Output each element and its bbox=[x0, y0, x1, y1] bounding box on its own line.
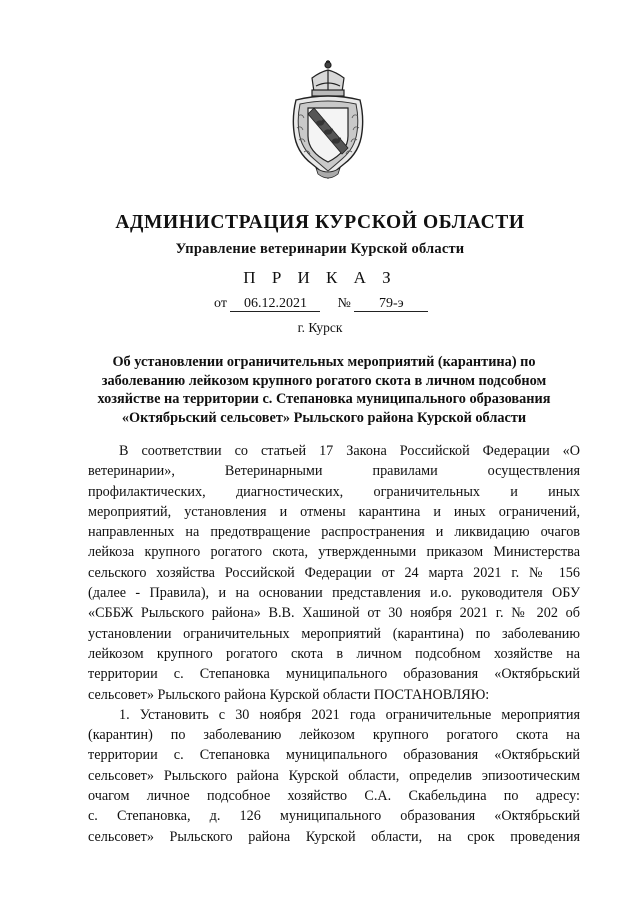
date-prefix: от bbox=[214, 296, 227, 311]
body-line: (карантин) по заболеванию лейкозом крупного рогатого скота на bbox=[88, 727, 580, 744]
body-line: мероприятий, установления и отмены карантина и иных ограничений, bbox=[88, 503, 580, 520]
body-line: территории с. Степановка муниципального образования «Октябрьский bbox=[88, 666, 580, 683]
dept-title: Управление ветеринарии Курской области bbox=[175, 241, 465, 257]
body-line: сельсовет» Рыльского района Курской области, определив эпизоотическим bbox=[88, 767, 580, 784]
body-line: лейкоза крупного рогатого скота, утвержденными приказом Министерства bbox=[88, 544, 580, 561]
paragraph-item-1 bbox=[88, 705, 580, 847]
body-line: сельского хозяйства Российской Федерации от 24 марта 2021 г. № 156 bbox=[88, 564, 580, 581]
body-line: сельсовет» Рыльского района Курской области, на срок проведения bbox=[88, 828, 580, 845]
coat-of-arms-kursk-icon bbox=[286, 56, 370, 184]
body-line: В соответствии со статьей 17 Закона Российской Федерации «О bbox=[119, 443, 580, 459]
city: г. Курск bbox=[297, 320, 343, 335]
subject-line: «Октябрьский сельсовет» Рыльского района Курской области bbox=[121, 409, 527, 426]
body-line: (далее - Правила), и на основании представления и.о. руководителя ОБУ bbox=[88, 585, 580, 602]
body-line: с. Степановка, д. 126 муниципального образования «Октябрьский bbox=[88, 808, 580, 825]
body-line: «СББЖ Рыльского района» В.В. Хашиной от 30 ноября 2021 г. № 202 об bbox=[88, 605, 580, 622]
body-line: ветеринарии», Ветеринарными правилами осуществления bbox=[88, 463, 580, 480]
body-line: сельсовет» Рыльского района Курской области ПОСТАНОВЛЯЮ: bbox=[88, 686, 490, 703]
body-line: направленных на предотвращение распространения и ликвидацию очагов bbox=[88, 524, 580, 541]
body-line: установлении ограничительных мероприятий (карантина) по заболеванию bbox=[88, 625, 580, 642]
body-line: территории с. Степановка муниципального образования «Октябрьский bbox=[88, 747, 580, 764]
order-body bbox=[88, 441, 580, 847]
doc-type: П Р И К А З bbox=[243, 268, 397, 287]
subject-line: заболеванию лейкозом крупного рогатого скота в личном подсобном bbox=[101, 372, 547, 389]
body-line: лейкозом крупного рогатого скота в личном подсобном хозяйстве на bbox=[88, 645, 580, 662]
number-prefix: № bbox=[337, 296, 351, 311]
org-title: АДМИНИСТРАЦИЯ КУРСКОЙ ОБЛАСТИ bbox=[115, 212, 525, 233]
paragraph-preamble bbox=[88, 441, 580, 705]
body-line: 1. Установить с 30 ноября 2021 года ограничительные мероприятия bbox=[119, 706, 580, 723]
body-line: очагом личное подсобное хозяйство С.А. Скабельдина по адресу: bbox=[88, 788, 580, 805]
subject-line: хозяйстве на территории с. Степановка муниципального образования bbox=[97, 391, 551, 407]
body-line: профилактических, диагностических, ограничительных и иных bbox=[88, 483, 580, 500]
order-date: 06.12.2021 bbox=[230, 297, 320, 312]
order-subject bbox=[88, 353, 560, 427]
order-number: 79-э bbox=[354, 297, 428, 312]
subject-line: Об установлении ограничительных мероприятий (карантина) по bbox=[112, 354, 536, 370]
order-date-number-line bbox=[214, 296, 428, 312]
